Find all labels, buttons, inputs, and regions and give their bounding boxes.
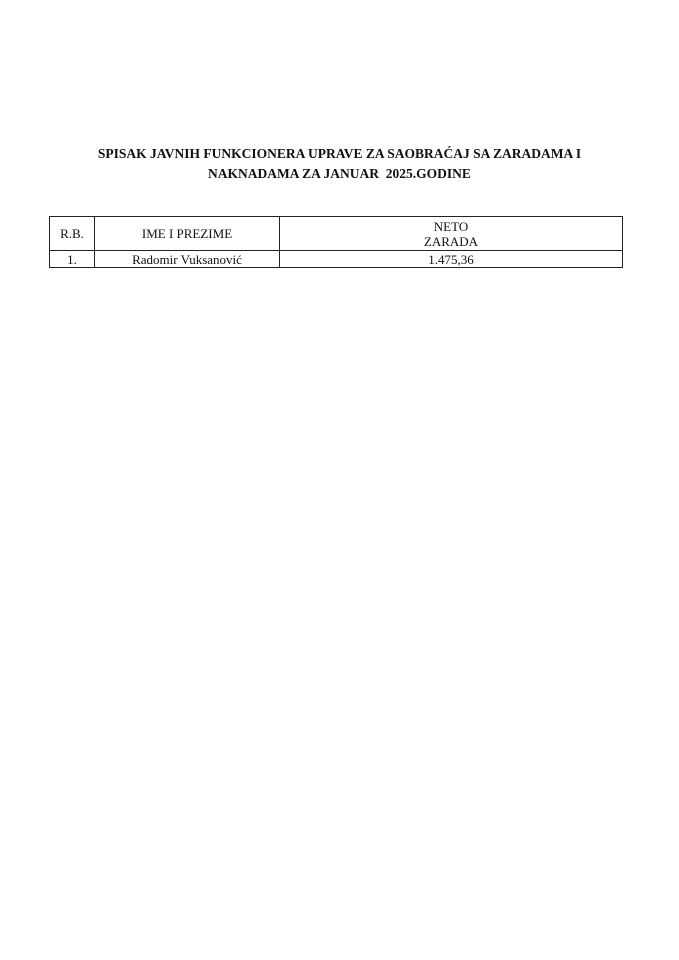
header-name: IME I PREZIME	[95, 217, 280, 251]
officials-salary-table	[49, 216, 623, 268]
cell-rb: 1.	[50, 251, 95, 268]
header-rb: R.B.	[50, 217, 95, 251]
table-row	[50, 251, 623, 268]
title-line-1: SPISAK JAVNIH FUNKCIONERA UPRAVE ZA SAOBRAĆAJ SA ZARADAMA I	[97, 146, 582, 161]
header-net-line-1: NETO	[433, 218, 469, 234]
cell-name: Radomir Vuksanović	[95, 251, 280, 268]
cell-net-salary: 1.475,36	[280, 251, 623, 268]
title-line-2: NAKNADAMA ZA JANUAR 2025.GODINE	[208, 166, 471, 181]
header-net-salary	[280, 217, 623, 251]
table-header-row	[50, 217, 623, 251]
document-title	[0, 144, 679, 184]
header-net-line-2: ZARADA	[423, 233, 479, 249]
